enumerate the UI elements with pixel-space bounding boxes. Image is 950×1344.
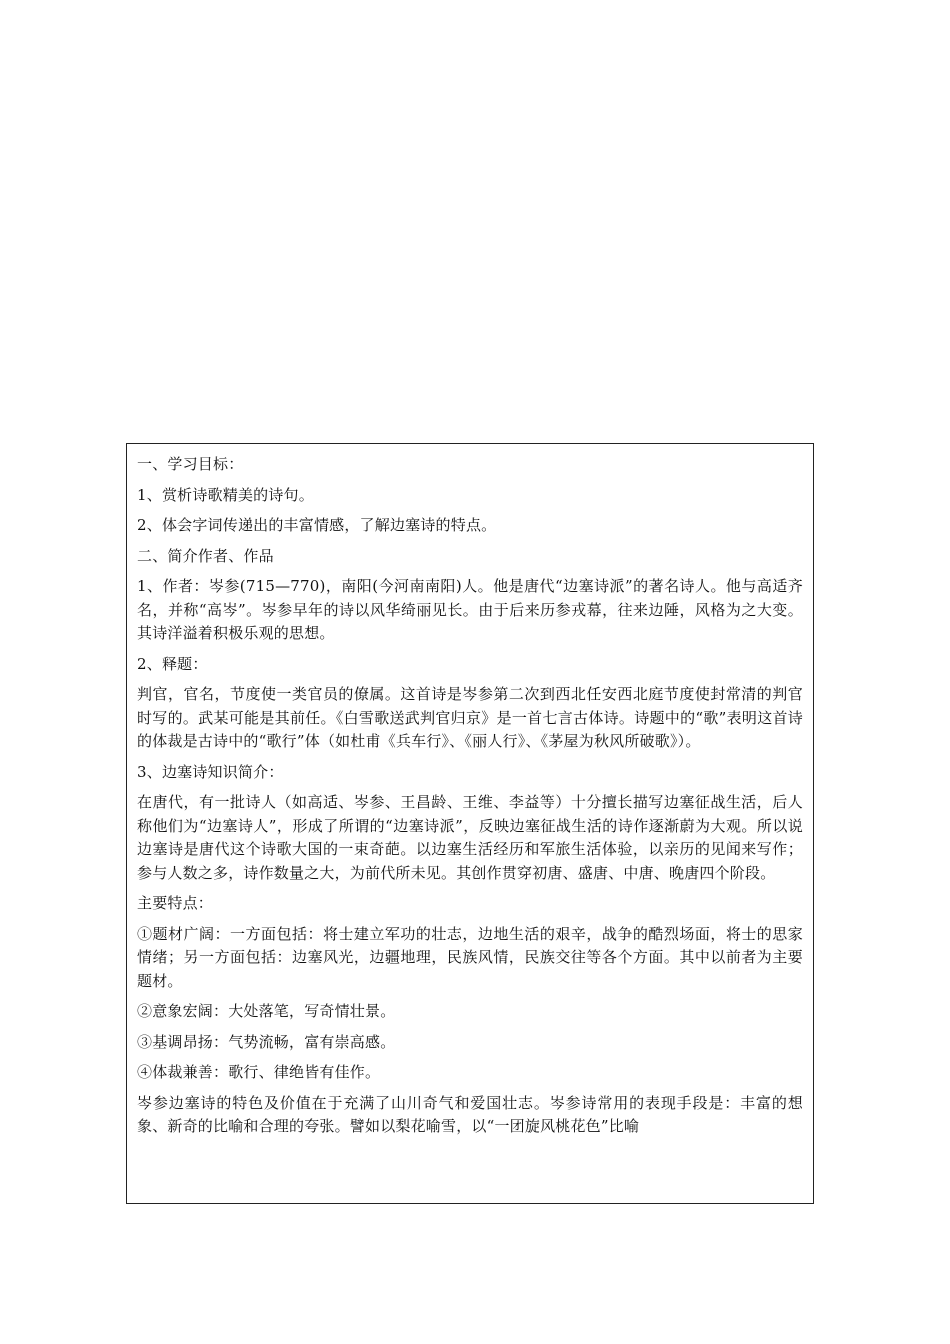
features-heading: 主要特点： [137, 894, 214, 912]
title-explanation-heading: 2、释题： [137, 654, 208, 673]
feature-item-3: ③基调昂扬：气势流畅，富有崇高感。 [137, 1032, 396, 1051]
content-box [126, 443, 814, 1204]
section-heading-goals: 一、学习目标： [137, 455, 244, 473]
author-paragraph: 1、作者：岑参(715—770)，南阳(今河南南阳)人。他是唐代“边塞诗派”的著名诗人。他与高适齐名，并称“高岑”。岑参早年的诗以风华绮丽见长。由于后来历参戎幕，往来边陲，风格为之大变。其诗洋溢着积极乐观的思想。 [137, 577, 803, 642]
title-explanation-paragraph: 判官，官名，节度使一类官员的僚属。这首诗是岑参第二次到西北任安西北庭节度使封常清的判官时写的。武某可能是其前任。《白雪歌送武判官归京》是一首七言古体诗。诗题中的“歌”表明这首诗的体裁是古诗中的“歌行”体（如杜甫《兵车行》、《丽人行》、《茅屋为秋风所破歌》）。 [137, 685, 803, 750]
feature-item-4: ④体裁兼善：歌行、律绝皆有佳作。 [137, 1063, 381, 1081]
goal-item-1: 1、赏析诗歌精美的诗句。 [137, 485, 314, 504]
frontier-poetry-paragraph: 在唐代，有一批诗人（如高适、岑参、王昌龄、王维、李益等）十分擅长描写边塞征战生活，后人称他们为“边塞诗人”，形成了所谓的“边塞诗派”，反映边塞征战生活的诗作逐渐蔚为大观。所以说边塞诗是唐代这个诗歌大国的一束奇葩。以边塞生活经历和军旅生活体验，以亲历的见闻来写作；参与人数之多，诗作数量之大，为前代所未见。其创作贯穿初唐、盛唐、中唐、晚唐四个阶段。 [137, 793, 803, 882]
section-heading-author: 二、简介作者、作品 [137, 546, 274, 565]
goal-item-2: 2、体会字词传递出的丰富情感，了解边塞诗的特点。 [137, 516, 497, 534]
feature-item-2: ②意象宏阔：大处落笔，写奇情壮景。 [137, 1002, 396, 1020]
frontier-poetry-heading: 3、边塞诗知识简介： [137, 762, 284, 781]
feature-item-1: ①题材广阔：一方面包括：将士建立军功的壮志，边地生活的艰辛，战争的酷烈场面，将士的思家情绪；另一方面包括：边塞风光，边疆地理，民族风情，民族交往等各个方面。其中以前者为主要题材。 [137, 924, 803, 990]
cen-shen-style-paragraph: 岑参边塞诗的特色及价值在于充满了山川奇气和爱国壮志。岑参诗常用的表现手段是：丰富的想象、新奇的比喻和合理的夸张。譬如以梨花喻雪，以“一团旋风桃花色”比喻 [137, 1093, 803, 1135]
